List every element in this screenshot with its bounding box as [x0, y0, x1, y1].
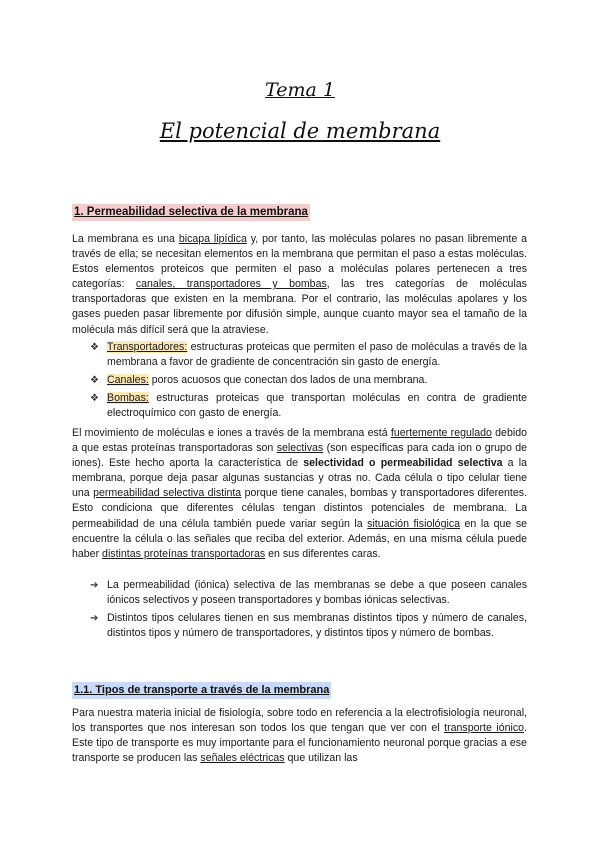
text-run: porque tiene canales, bombas y transportadores diferentes. Esto condiciona que diferentes células tengan distintos potenciales de membrana. La permeabilidad de una célula también puede variar según la	[72, 487, 528, 530]
text-run: La membrana es una	[72, 233, 179, 245]
text-run: a la membrana, porque deja pasar algunas sustancias y otras no. Cada célula o tipo celular tiene una	[72, 457, 527, 500]
text-run: estructuras proteicas que permiten el paso de moléculas a través de la membrana a favor de gradiente de concentración sin gasto de energía.	[107, 341, 527, 369]
paragraph-intro	[72, 232, 527, 338]
arrow-bullet-icon: ➔	[90, 613, 99, 625]
text-run: en sus diferentes caras.	[265, 547, 381, 560]
text-run: poros acuosos que conectan dos lados de una membrana.	[148, 374, 428, 387]
list-item	[90, 578, 527, 608]
highlighted-term: Bombas:	[107, 392, 149, 405]
list-item	[90, 373, 527, 388]
underlined-term: situación fisiológica	[367, 517, 461, 530]
text-run: que utilizan las	[284, 752, 358, 765]
text-run: estructuras proteicas que transportan moléculas en contra de gradiente electroquímico con gasto de energía.	[107, 392, 527, 420]
page-title: Tema 1	[265, 79, 335, 101]
list-item	[90, 611, 527, 641]
list-item	[90, 340, 527, 370]
arrow-list	[90, 578, 527, 644]
underlined-term: bicapa lipídica	[178, 233, 247, 245]
text-run: . Este tipo de transporte es muy importante para el funcionamiento neuronal porque gracias a ese transporte se producen las	[72, 722, 527, 765]
paragraph-transport	[72, 706, 527, 766]
text-run: (son específicas para cada ion o grupo de iones). Este hecho aporta la característica de	[72, 442, 528, 470]
text-run: Para nuestra materia inicial de fisiología, sobre todo en referencia a la electrofisiología neuronal, los transportes que nos interesan son todos los que tengan que ver con el	[72, 707, 527, 735]
underlined-term: transporte iónico	[444, 722, 525, 735]
underlined-term: señales eléctricas	[200, 752, 285, 765]
text-run: La permeabilidad (iónica) selectiva de las membranas se debe a que poseen canales iónicos selectivos y poseen transportadores y bombas iónicas selectivas.	[107, 579, 527, 607]
section-heading-1: 1. Permeabilidad selectiva de la membrana	[72, 204, 310, 221]
highlighted-term: Transportadores:	[107, 341, 188, 353]
text-run: El movimiento de moléculas e iones a través de la membrana está	[72, 427, 391, 439]
definition-list	[90, 340, 527, 424]
diamond-bullet-icon: ❖	[90, 342, 99, 353]
arrow-bullet-icon: ➔	[90, 580, 99, 591]
text-run: en la que se encuentre la célula o las señales que reciba del exterior. Además, en una misma célula puede haber	[72, 517, 528, 560]
list-item	[90, 391, 527, 421]
section-heading-1-1: 1.1. Tipos de transporte a través de la membrana	[72, 682, 331, 699]
underlined-term: selectivas	[276, 442, 324, 455]
underlined-term: permeabilidad selectiva distinta	[93, 487, 242, 500]
page-subtitle: El potencial de membrana	[159, 119, 441, 143]
underlined-term: fuertemente regulado	[390, 427, 492, 439]
bold-term: selectividad o permeabilidad selectiva	[303, 457, 503, 470]
underlined-term: canales, transportadores y bombas	[135, 278, 327, 291]
text-run: Distintos tipos celulares tienen en sus membranas distintos tipos y número de canales, distintos tipos y número de transportadores, y distintos tipos y número de bombas.	[107, 612, 527, 640]
diamond-bullet-icon: ❖	[90, 375, 99, 387]
diamond-bullet-icon: ❖	[90, 393, 99, 405]
paragraph-regulation	[72, 426, 527, 562]
text-run: y, por tanto, las moléculas polares no pasan libremente a través de ella; se necesitan elementos en la membrana que permitan el paso a estas moléculas. Estos elementos proteicos que permiten el paso a moléculas polares pertenecen a tres categorías:	[72, 233, 527, 291]
text-run: , las tres categorías de moléculas transportadoras que existen en la membrana. Por el contrario, las moléculas apolares y los gases pueden pasar libremente por difusión simple, aunque cuanto mayor sea el tamaño de la molécula más difícil será que la atraviese.	[72, 278, 527, 336]
underlined-term: distintas proteínas transportadoras	[102, 547, 266, 560]
text-run: debido a que estas proteínas transportadoras son	[72, 427, 527, 455]
highlighted-term: Canales:	[107, 374, 149, 387]
